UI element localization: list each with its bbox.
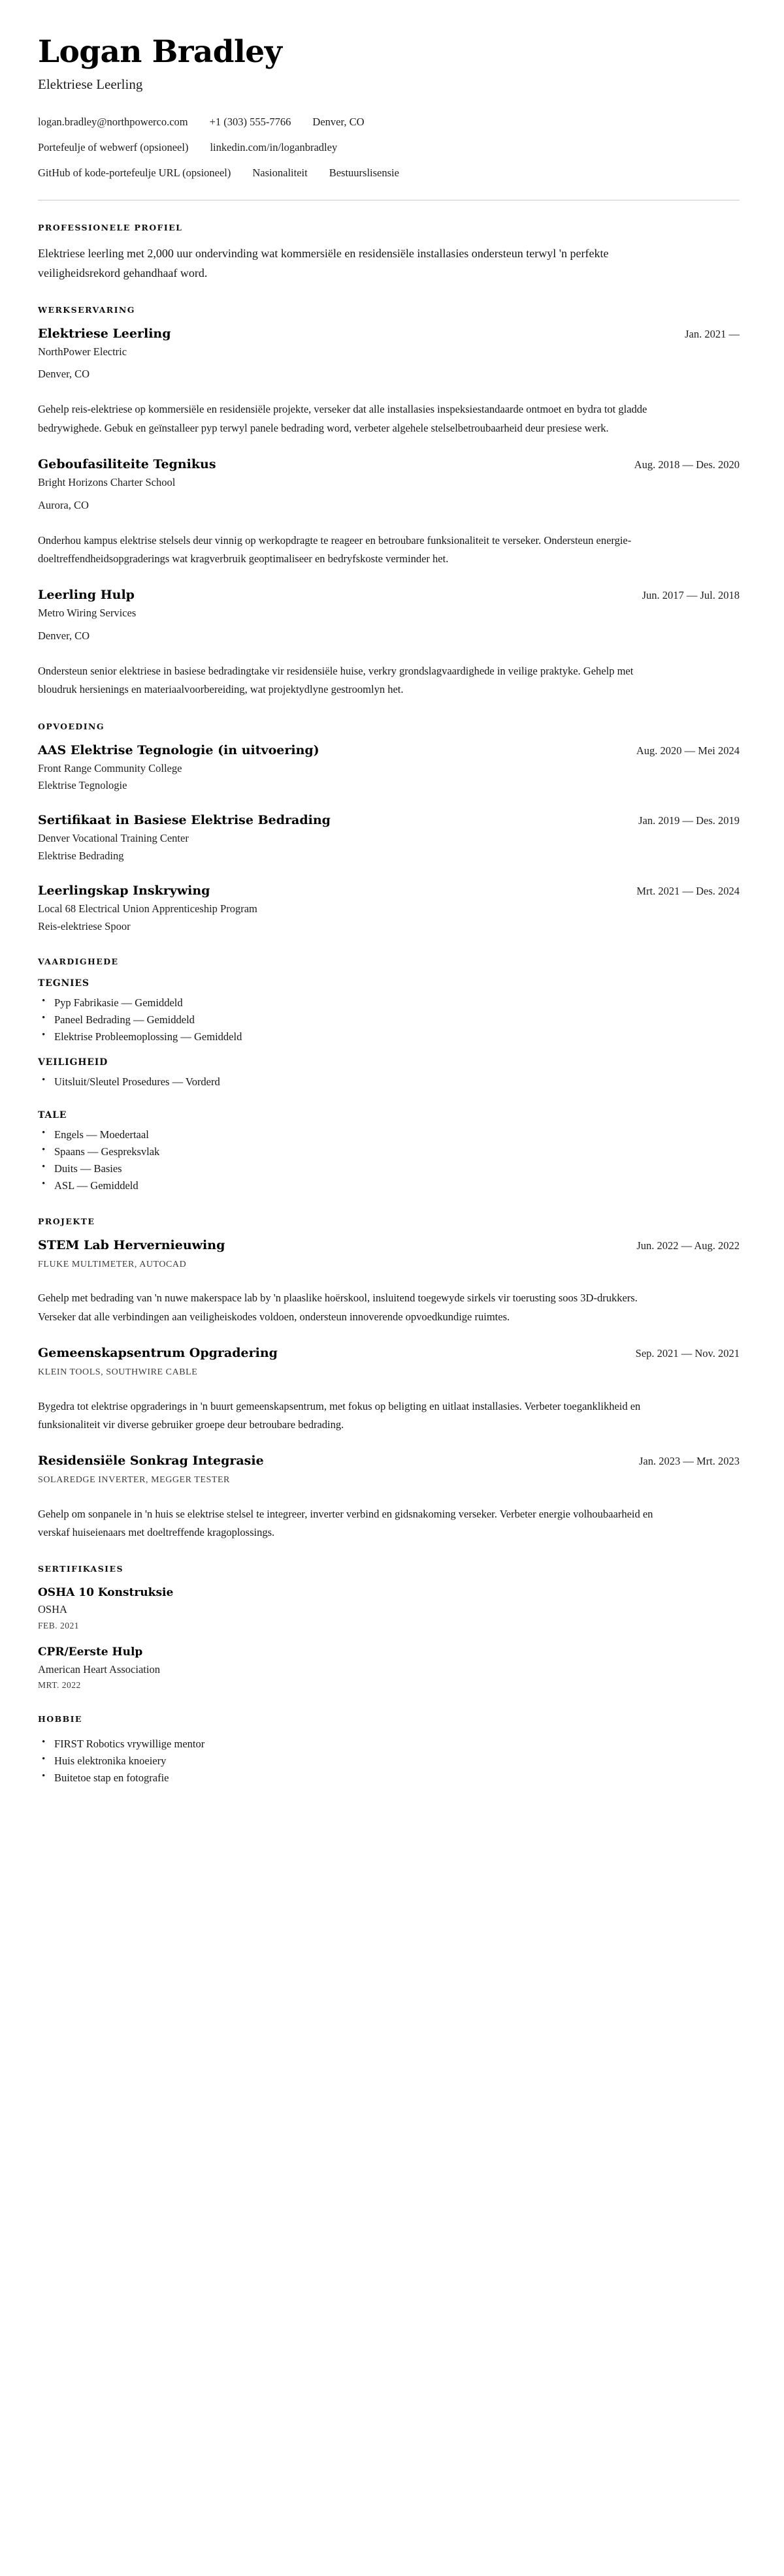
project-dates: Sep. 2021 — Nov. 2021 xyxy=(635,1347,740,1360)
section-title-skills: VAARDIGHEDE xyxy=(38,956,119,966)
language-item: • Engels — Moedertaal xyxy=(38,1126,740,1143)
job-company: NorthPower Electric xyxy=(38,345,127,358)
contact-drivers-license: Bestuurslisensie xyxy=(329,167,399,180)
skill-item: • Elektrise Probleemoplossing — Gemiddeld xyxy=(38,1028,740,1045)
contact-phone[interactable]: +1 (303) 555-7766 xyxy=(209,115,291,128)
project-entry xyxy=(38,1238,740,1326)
job-location: Aurora, CO xyxy=(38,498,89,511)
job-title: Elektriese Leerling xyxy=(38,326,171,341)
experience-entry-head xyxy=(38,457,740,473)
section-certifications xyxy=(38,1564,740,1691)
project-dates: Jan. 2023 — Mrt. 2023 xyxy=(639,1455,740,1468)
project-name: STEM Lab Hervernieuwing xyxy=(38,1238,225,1253)
job-title: Leerling Hulp xyxy=(38,588,135,603)
section-work-experience xyxy=(38,305,740,699)
section-title-experience: WERKSERVARING xyxy=(38,304,135,315)
job-dates: Jun. 2017 — Jul. 2018 xyxy=(642,589,740,602)
language-list xyxy=(38,1126,740,1194)
education-entry-head xyxy=(38,883,740,899)
skill-group-title: TALE xyxy=(38,1109,67,1121)
education-entry xyxy=(38,743,740,794)
contact-location: Denver, CO xyxy=(312,115,365,128)
certification-entry xyxy=(38,1645,740,1691)
skill-group-technical xyxy=(38,978,740,1045)
certification-date: FEB. 2021 xyxy=(38,1620,80,1630)
contact-row-1 xyxy=(38,115,740,129)
project-tools: KLEIN TOOLS, SOUTHWIRE CABLE xyxy=(38,1367,198,1377)
skill-item: • Paneel Bedrading — Gemiddeld xyxy=(38,1011,740,1028)
project-description: Gehelp met bedrading van 'n nuwe makerspace lab by 'n plaaslike hoërskool, insluitend toegewyde sirkels vir toerusting soos 3D-drukkers. Verseker dat alle verbindingen aan veiligheiskodes voldoen, ondersteun innoverende opvoedkundige ruimtes. xyxy=(38,1292,638,1323)
degree-dates: Jan. 2019 — Des. 2019 xyxy=(638,814,740,827)
job-description: Gehelp reis-elektriese op kommersiële en residensiële projekte, verseker dat alle installasies inspeksiestandaarde ontmoet en bydra tot gladde bedrywighede. Gebuk en geïnstalleer pyp terwyl panele bedrading word, verbeter algehele stelselbetroubaarheid deur presiese werk. xyxy=(38,403,647,434)
job-description: Onderhou kampus elektrise stelsels deur vinnig op werkopdragte te reageer en betroubare funksionaliteit te verseker. Ondersteun energie-doeltreffendheidsopgraderings wat kragverbruik geoptimaliseer en bedryfskoste verminder het. xyxy=(38,533,632,565)
project-description: Gehelp om sonpanele in 'n huis se elektrise stelsel te integreer, inverter verbind en gidsnakoming verseker. Verbeter energie volhoubaarheid en verskaf huiseienaars met doeltreffende kragoplossings. xyxy=(38,1507,653,1538)
contact-portfolio[interactable]: Portefeulje of webwerf (opsioneel) xyxy=(38,140,189,153)
project-entry-head xyxy=(38,1238,740,1254)
degree-dates: Aug. 2020 — Mei 2024 xyxy=(636,744,740,757)
skill-group-title: TEGNIES xyxy=(38,978,90,989)
certification-name: CPR/Eerste Hulp xyxy=(38,1646,143,1659)
school-name: Front Range Community College xyxy=(38,761,182,774)
education-entry xyxy=(38,813,740,864)
education-entry-head xyxy=(38,813,740,829)
hobby-item: • Buitetoe stap en fotografie xyxy=(38,1770,740,1787)
experience-entry xyxy=(38,457,740,568)
project-entry xyxy=(38,1346,740,1434)
project-dates: Jun. 2022 — Aug. 2022 xyxy=(636,1239,740,1252)
candidate-name: Logan Bradley xyxy=(38,34,282,70)
degree-title: AAS Elektrise Tegnologie (in uitvoering) xyxy=(38,742,319,757)
candidate-headline: Elektriese Leerling xyxy=(38,76,143,93)
project-entry xyxy=(38,1454,740,1542)
field-of-study: Elektrise Bedrading xyxy=(38,850,124,863)
contact-row-3 xyxy=(38,166,740,180)
section-skills xyxy=(38,957,740,1195)
certification-entry xyxy=(38,1585,740,1632)
section-title-projects: PROJEKTE xyxy=(38,1216,95,1227)
section-title-summary: PROFESSIONELE PROFIEL xyxy=(38,223,183,233)
language-item: • Spaans — Gespreksvlak xyxy=(38,1143,740,1160)
contact-github[interactable]: GitHub of kode-portefeulje URL (opsioneel) xyxy=(38,167,231,180)
skill-group-languages xyxy=(38,1110,740,1194)
degree-title: Leerlingskap Inskrywing xyxy=(38,883,210,898)
job-location: Denver, CO xyxy=(38,629,90,643)
resume-header xyxy=(38,36,740,180)
project-entry-head xyxy=(38,1346,740,1361)
section-title-hobbies: HOBBIE xyxy=(38,1713,82,1724)
degree-dates: Mrt. 2021 — Des. 2024 xyxy=(636,884,740,897)
skill-group-safety xyxy=(38,1057,740,1090)
skill-list xyxy=(38,1073,740,1090)
hobby-list xyxy=(38,1736,740,1787)
experience-entry-head xyxy=(38,588,740,603)
contact-nationality: Nasionaliteit xyxy=(252,167,308,180)
project-tools: SOLAREDGE INVERTER, MEGGER TESTER xyxy=(38,1475,230,1485)
section-title-certifications: SERTIFIKASIES xyxy=(38,1564,123,1574)
experience-entry xyxy=(38,588,740,699)
job-dates: Aug. 2018 — Des. 2020 xyxy=(634,458,740,471)
contact-row-2 xyxy=(38,140,740,155)
contact-email[interactable]: logan.bradley@northpowerco.com xyxy=(38,115,188,128)
experience-entry xyxy=(38,326,740,437)
language-item: • ASL — Gemiddeld xyxy=(38,1177,740,1194)
hobby-item: • Huis elektronika knoeiery xyxy=(38,1753,740,1770)
certification-issuer: OSHA xyxy=(38,1603,67,1616)
job-dates: Jan. 2021 — xyxy=(685,327,740,340)
section-hobbies xyxy=(38,1714,740,1787)
skill-list xyxy=(38,994,740,1045)
school-name: Denver Vocational Training Center xyxy=(38,832,189,845)
project-entry-head xyxy=(38,1454,740,1469)
certification-issuer: American Heart Association xyxy=(38,1662,160,1676)
field-of-study: Elektrise Tegnologie xyxy=(38,779,127,792)
skill-group-title: VEILIGHEID xyxy=(38,1057,108,1068)
job-location: Denver, CO xyxy=(38,368,90,381)
school-name: Local 68 Electrical Union Apprenticeship Program xyxy=(38,902,257,915)
section-professional-summary xyxy=(38,223,740,282)
job-company: Metro Wiring Services xyxy=(38,607,137,620)
section-projects xyxy=(38,1216,740,1542)
job-company: Bright Horizons Charter School xyxy=(38,475,176,488)
field-of-study: Reis-elektriese Spoor xyxy=(38,919,131,932)
section-title-education: OPVOEDING xyxy=(38,721,105,731)
experience-entry-head xyxy=(38,326,740,342)
degree-title: Sertifikaat in Basiese Elektrise Bedrading xyxy=(38,813,331,828)
certification-date: MRT. 2022 xyxy=(38,1679,81,1690)
section-education xyxy=(38,722,740,934)
project-name: Residensiële Sonkrag Integrasie xyxy=(38,1454,264,1469)
job-title: Geboufasiliteite Tegnikus xyxy=(38,457,216,472)
job-description: Ondersteun senior elektriese in basiese bedradingtake vir residensiële huise, verkry grondslagvaardighede in veilige praktyke. Gehelp met bloudruk hersienings en materiaalvoorbereiding, wat projektydlyne gestroomlyn het. xyxy=(38,665,634,696)
skill-item: • Uitsluit/Sleutel Prosedures — Vorderd xyxy=(38,1073,740,1090)
hobby-item: • FIRST Robotics vrywillige mentor xyxy=(38,1736,740,1753)
language-item: • Duits — Basies xyxy=(38,1160,740,1177)
summary-text: Elektriese leerling met 2,000 uur ondervinding wat kommersiële en residensiële installasies ondersteun terwyl 'n perfekte veiligheidsrekord gehandhaaf word. xyxy=(38,247,609,279)
project-description: Bygedra tot elektrise opgraderings in 'n buurt gemeenskapsentrum, met fokus op beligting en uitlaat installasies. Verbeter toeganklikheid en funksionaliteit vir diverse gebruiker groepe deur betroubare bedrading. xyxy=(38,1399,641,1431)
education-entry-head xyxy=(38,743,740,759)
certification-name: OSHA 10 Konstruksie xyxy=(38,1586,174,1600)
project-name: Gemeenskapsentrum Opgradering xyxy=(38,1346,278,1361)
project-tools: FLUKE MULTIMETER, AUTOCAD xyxy=(38,1259,187,1269)
education-entry xyxy=(38,883,740,934)
contact-linkedin[interactable]: linkedin.com/in/loganbradley xyxy=(210,140,338,153)
skill-item: • Pyp Fabrikasie — Gemiddeld xyxy=(38,994,740,1011)
